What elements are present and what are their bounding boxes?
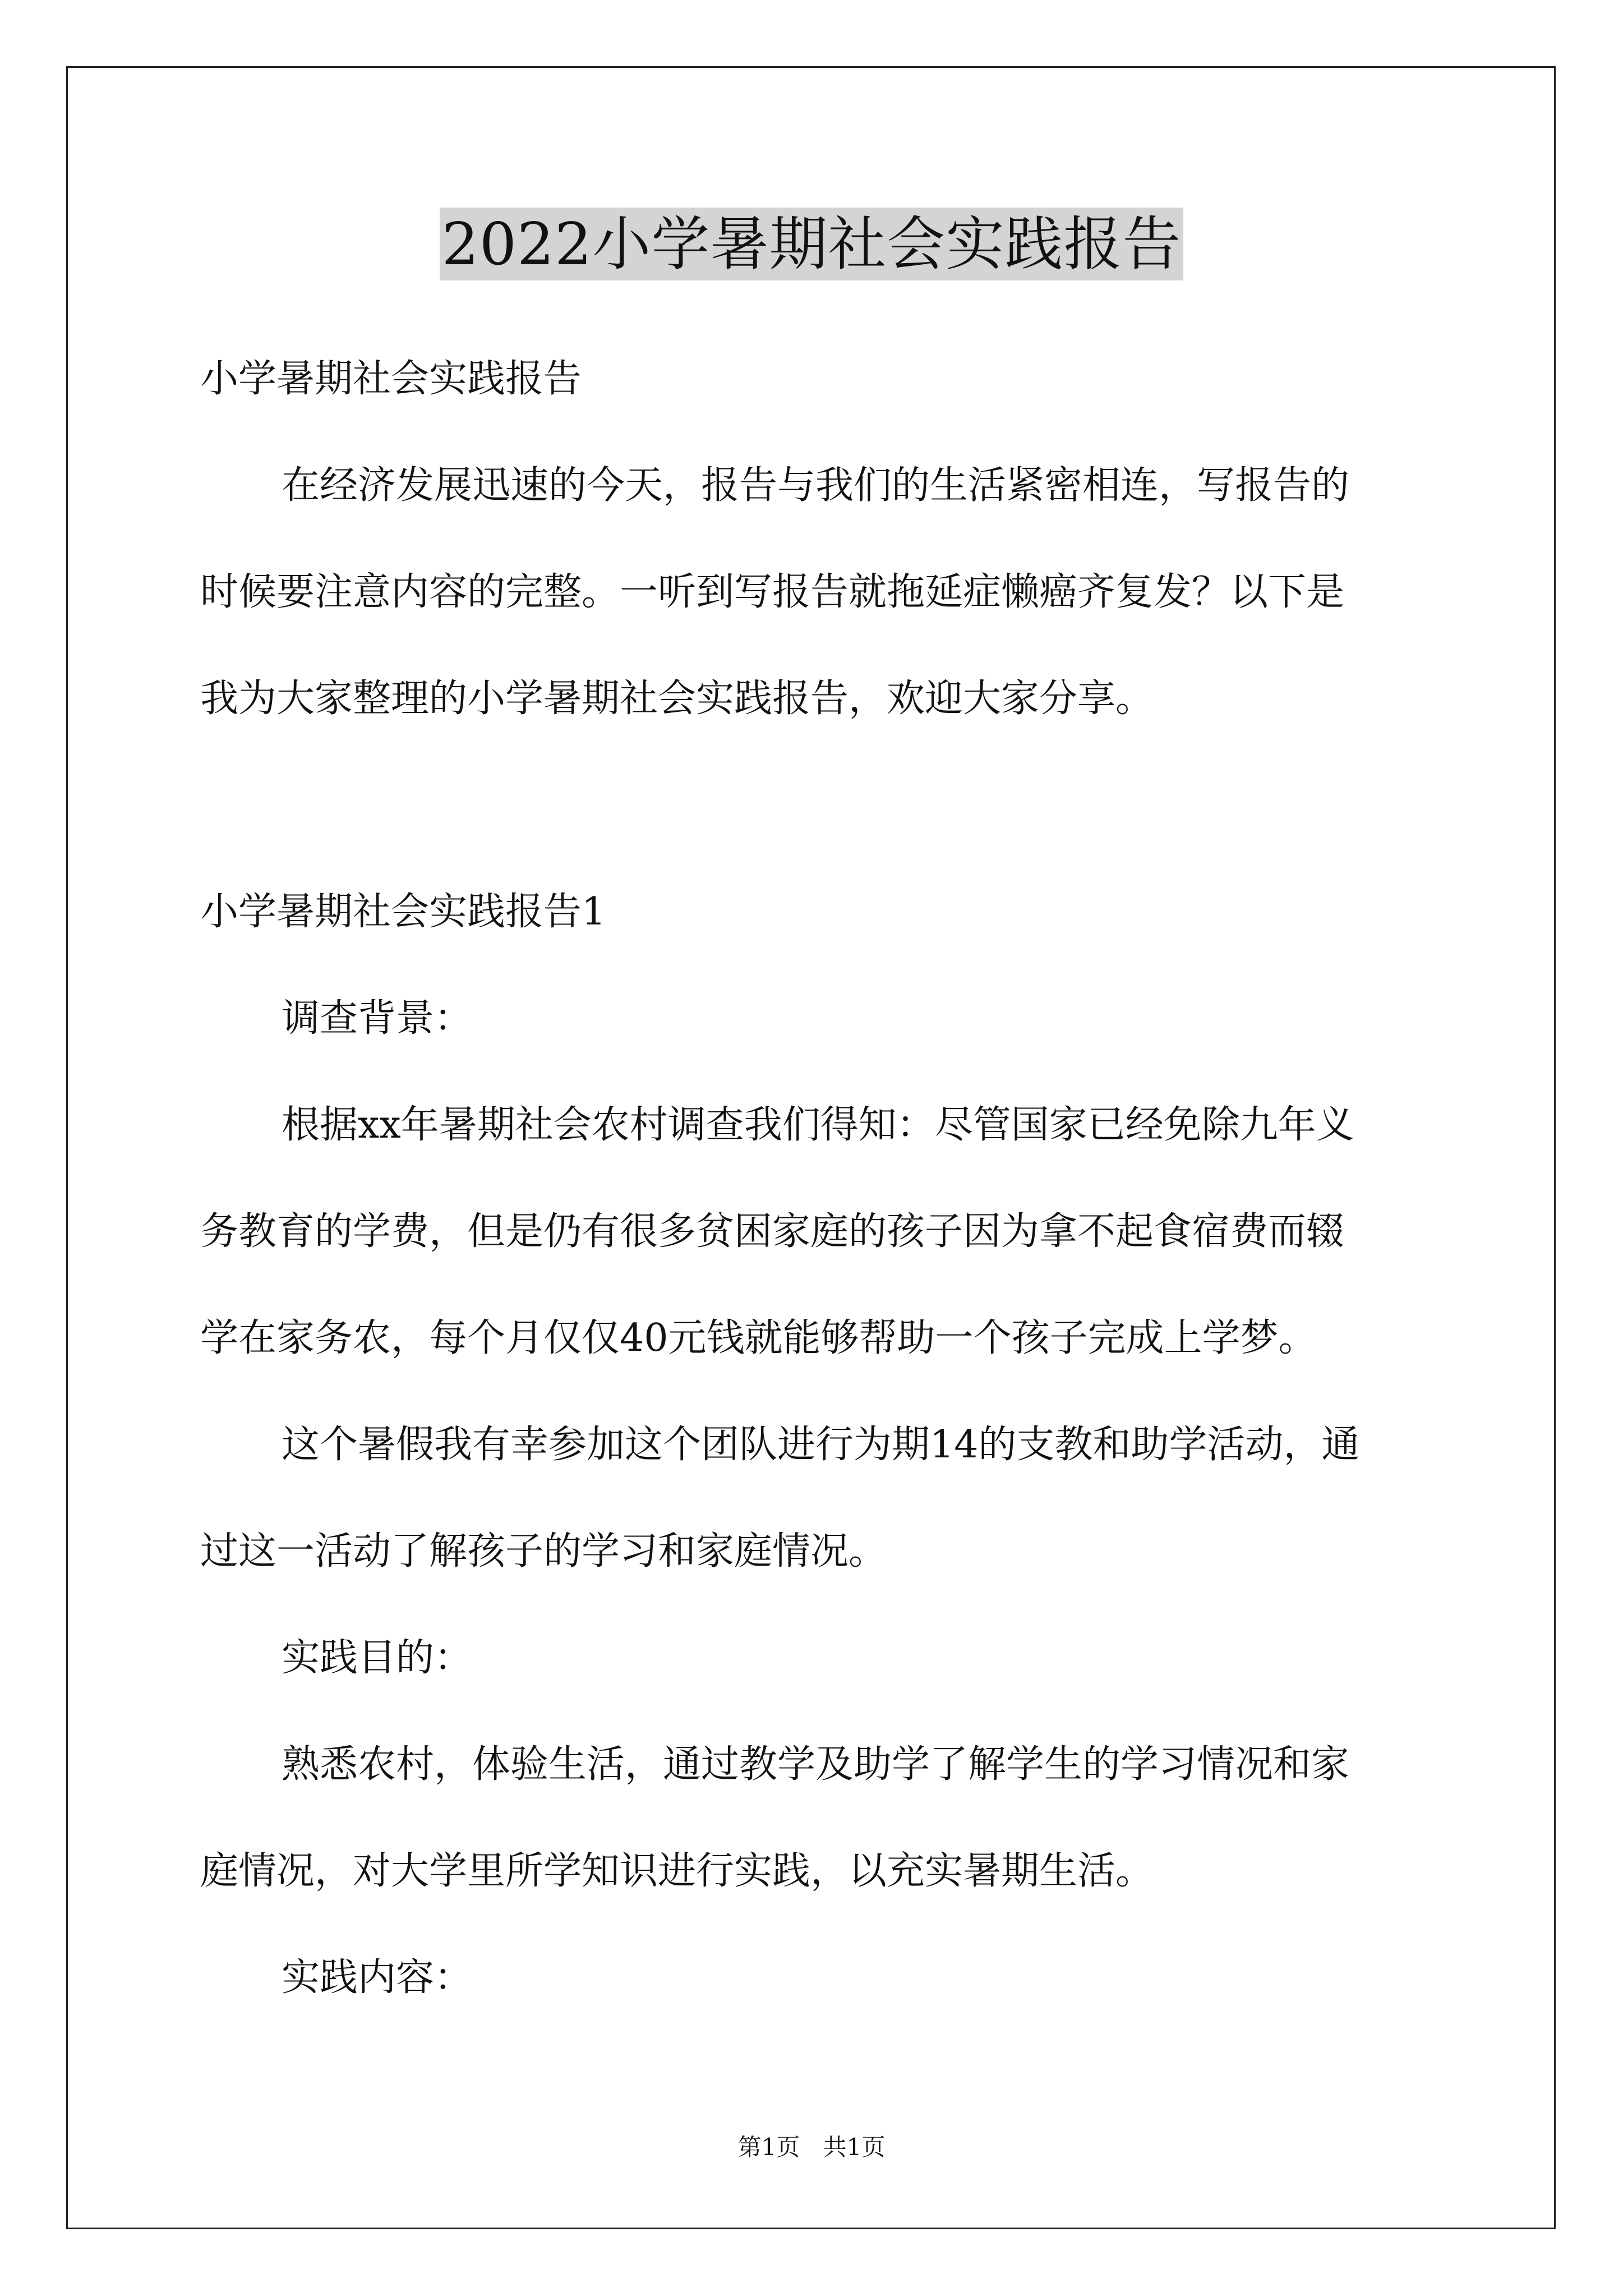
paragraph-line: 调查背景： bbox=[282, 996, 473, 1041]
paragraph-line: 务教育的学费，但是仍有很多贫困家庭的孩子因为拿不起食宿费而辍 bbox=[200, 1209, 1345, 1254]
section-heading: 小学暑期社会实践报告1 bbox=[200, 890, 606, 934]
title-container bbox=[0, 208, 1623, 280]
page-footer bbox=[0, 2133, 1623, 2161]
paragraph-line: 熟悉农村，体验生活，通过教学及助学了解学生的学习情况和家 bbox=[282, 1742, 1350, 1787]
paragraph-line: 过这一活动了解孩子的学习和家庭情况。 bbox=[200, 1529, 887, 1573]
paragraph-line: 庭情况，对大学里所学知识进行实践，以充实暑期生活。 bbox=[200, 1849, 1154, 1893]
paragraph-line: 这个暑假我有幸参加这个团队进行为期14的支教和助学活动，通 bbox=[282, 1423, 1360, 1467]
paragraph-line: 实践目的： bbox=[282, 1636, 473, 1680]
paragraph-line: 根据xx年暑期社会农村调查我们得知：尽管国家已经免除九年义 bbox=[282, 1103, 1354, 1147]
subtitle-line: 小学暑期社会实践报告 bbox=[200, 357, 582, 401]
page-total: 共1页 bbox=[823, 2133, 886, 2161]
paragraph-line: 学在家务农，每个月仅仅40元钱就能够帮助一个孩子完成上学梦。 bbox=[200, 1316, 1317, 1360]
page-current: 第1页 bbox=[737, 2133, 800, 2161]
paragraph-line: 在经济发展迅速的今天，报告与我们的生活紧密相连，写报告的 bbox=[282, 463, 1350, 508]
paragraph-line: 时候要注意内容的完整。一听到写报告就拖延症懒癌齐复发？以下是 bbox=[200, 570, 1345, 614]
document-title: 2022小学暑期社会实践报告 bbox=[440, 208, 1184, 280]
paragraph-line: 我为大家整理的小学暑期社会实践报告，欢迎大家分享。 bbox=[200, 677, 1154, 721]
paragraph-line: 实践内容： bbox=[282, 1955, 473, 2000]
